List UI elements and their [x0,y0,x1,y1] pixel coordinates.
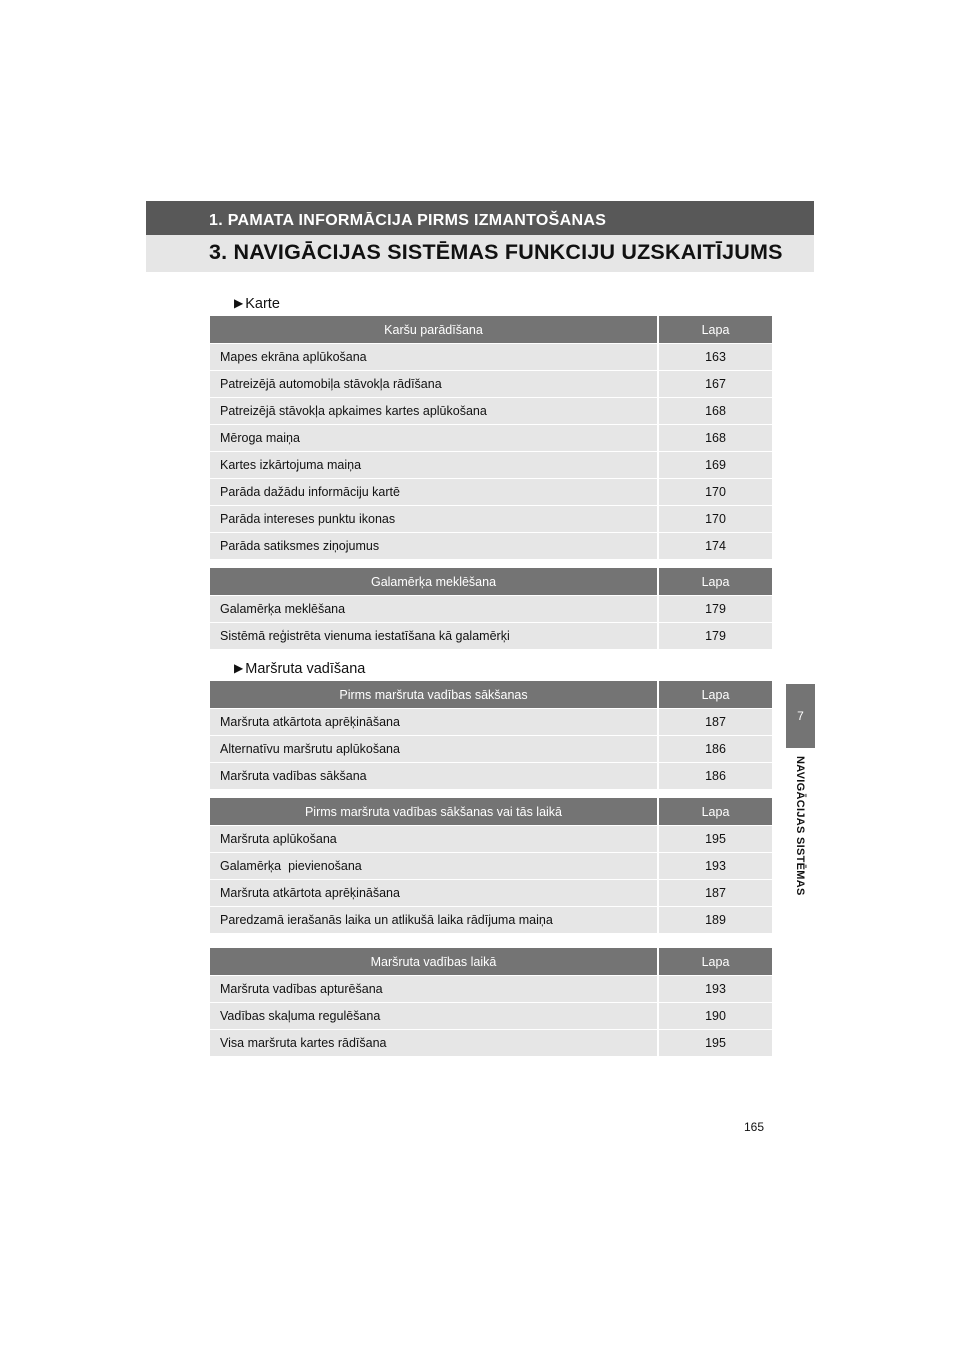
chapter-header: 1. PAMATA INFORMĀCIJA PIRMS IZMANTOŠANAS [146,201,814,235]
page-title: 3. NAVIGĀCIJAS SISTĒMAS FUNKCIJU UZSKAITĪJUMS [146,235,814,272]
table-row [210,533,772,560]
row-label: Sistēmā reģistrēta vienuma iestatīšana kā galamērķi [210,623,658,650]
row-page: 189 [658,907,772,934]
row-page: 170 [658,479,772,506]
section-heading-karte [234,296,280,312]
row-label: Maršruta vadības apturēšana [210,976,658,1003]
row-label: Paredzamā ierašanās laika un atlikušā laika rādījuma maiņa [210,907,658,934]
section-heading-route-guidance [234,661,365,677]
row-page: 168 [658,425,772,452]
row-page: 163 [658,344,772,371]
row-label: Maršruta aplūkošana [210,826,658,853]
column-header-function: Galamērķa meklēšana [210,568,658,596]
row-page: 179 [658,623,772,650]
row-label: Vadības skaļuma regulēšana [210,1003,658,1030]
row-label: Kartes izkārtojuma maiņa [210,452,658,479]
section-heading-label: Karte [245,296,280,312]
row-label: Mapes ekrāna aplūkošana [210,344,658,371]
table-row [210,880,772,907]
row-label: Visa maršruta kartes rādīšana [210,1030,658,1057]
column-header-function: Maršruta vadības laikā [210,948,658,976]
row-page: 174 [658,533,772,560]
row-page: 187 [658,880,772,907]
row-label: Maršruta vadības sākšana [210,763,658,790]
row-label: Mēroga maiņa [210,425,658,452]
table-row [210,452,772,479]
row-page: 193 [658,976,772,1003]
column-header-page: Lapa [658,316,772,344]
column-header-function: Pirms maršruta vadības sākšanas [210,681,658,709]
table-row [210,1003,772,1030]
table-row [210,976,772,1003]
table-row [210,371,772,398]
row-page: 168 [658,398,772,425]
table-row [210,344,772,371]
row-label: Parāda satiksmes ziņojumus [210,533,658,560]
row-label: Maršruta atkārtota aprēķināšana [210,880,658,907]
chapter-side-label: NAVIGĀCIJAS SISTĒMAS [794,756,806,896]
table-row [210,826,772,853]
table-header-row [210,948,772,976]
column-header-function: Pirms maršruta vadības sākšanas vai tās laikā [210,798,658,826]
row-page: 193 [658,853,772,880]
row-page: 195 [658,1030,772,1057]
table-header-row [210,568,772,596]
table-row [210,853,772,880]
chapter-tab [786,684,815,748]
row-label: Alternatīvu maršrutu aplūkošana [210,736,658,763]
table-header-row [210,316,772,344]
table-row [210,398,772,425]
table-row [210,506,772,533]
table-row [210,907,772,934]
row-page: 195 [658,826,772,853]
table-row [210,479,772,506]
table-row [210,709,772,736]
table-row [210,425,772,452]
triangle-bullet-icon: ▶ [234,296,244,310]
row-page: 167 [658,371,772,398]
table-destination-search [210,568,772,650]
table-before-or-during-guidance [210,798,772,934]
table-header-row [210,681,772,709]
row-label: Parāda dažādu informāciju kartē [210,479,658,506]
row-label: Patreizējā stāvokļa apkaimes kartes aplūkošana [210,398,658,425]
column-header-page: Lapa [658,798,772,826]
row-page: 169 [658,452,772,479]
table-before-guidance [210,681,772,790]
row-label: Patreizējā automobiļa stāvokļa rādīšana [210,371,658,398]
row-label: Maršruta atkārtota aprēķināšana [210,709,658,736]
table-row [210,1030,772,1057]
row-page: 186 [658,736,772,763]
table-row [210,763,772,790]
table-map-display [210,316,772,560]
row-label: Parāda intereses punktu ikonas [210,506,658,533]
column-header-page: Lapa [658,568,772,596]
column-header-page: Lapa [658,681,772,709]
row-page: 190 [658,1003,772,1030]
row-page: 170 [658,506,772,533]
section-heading-label: Maršruta vadīšana [245,661,366,677]
column-header-function: Karšu parādīšana [210,316,658,344]
row-page: 179 [658,596,772,623]
table-during-guidance [210,948,772,1057]
table-row [210,623,772,650]
page-number: 165 [744,1120,765,1134]
column-header-page: Lapa [658,948,772,976]
table-header-row [210,798,772,826]
table-row [210,736,772,763]
row-label: Galamērķa meklēšana [210,596,658,623]
row-page: 186 [658,763,772,790]
chapter-tab-number: 7 [797,709,804,723]
table-row [210,596,772,623]
row-page: 187 [658,709,772,736]
triangle-bullet-icon: ▶ [234,661,244,675]
row-label: Galamērķa pievienošana [210,853,658,880]
